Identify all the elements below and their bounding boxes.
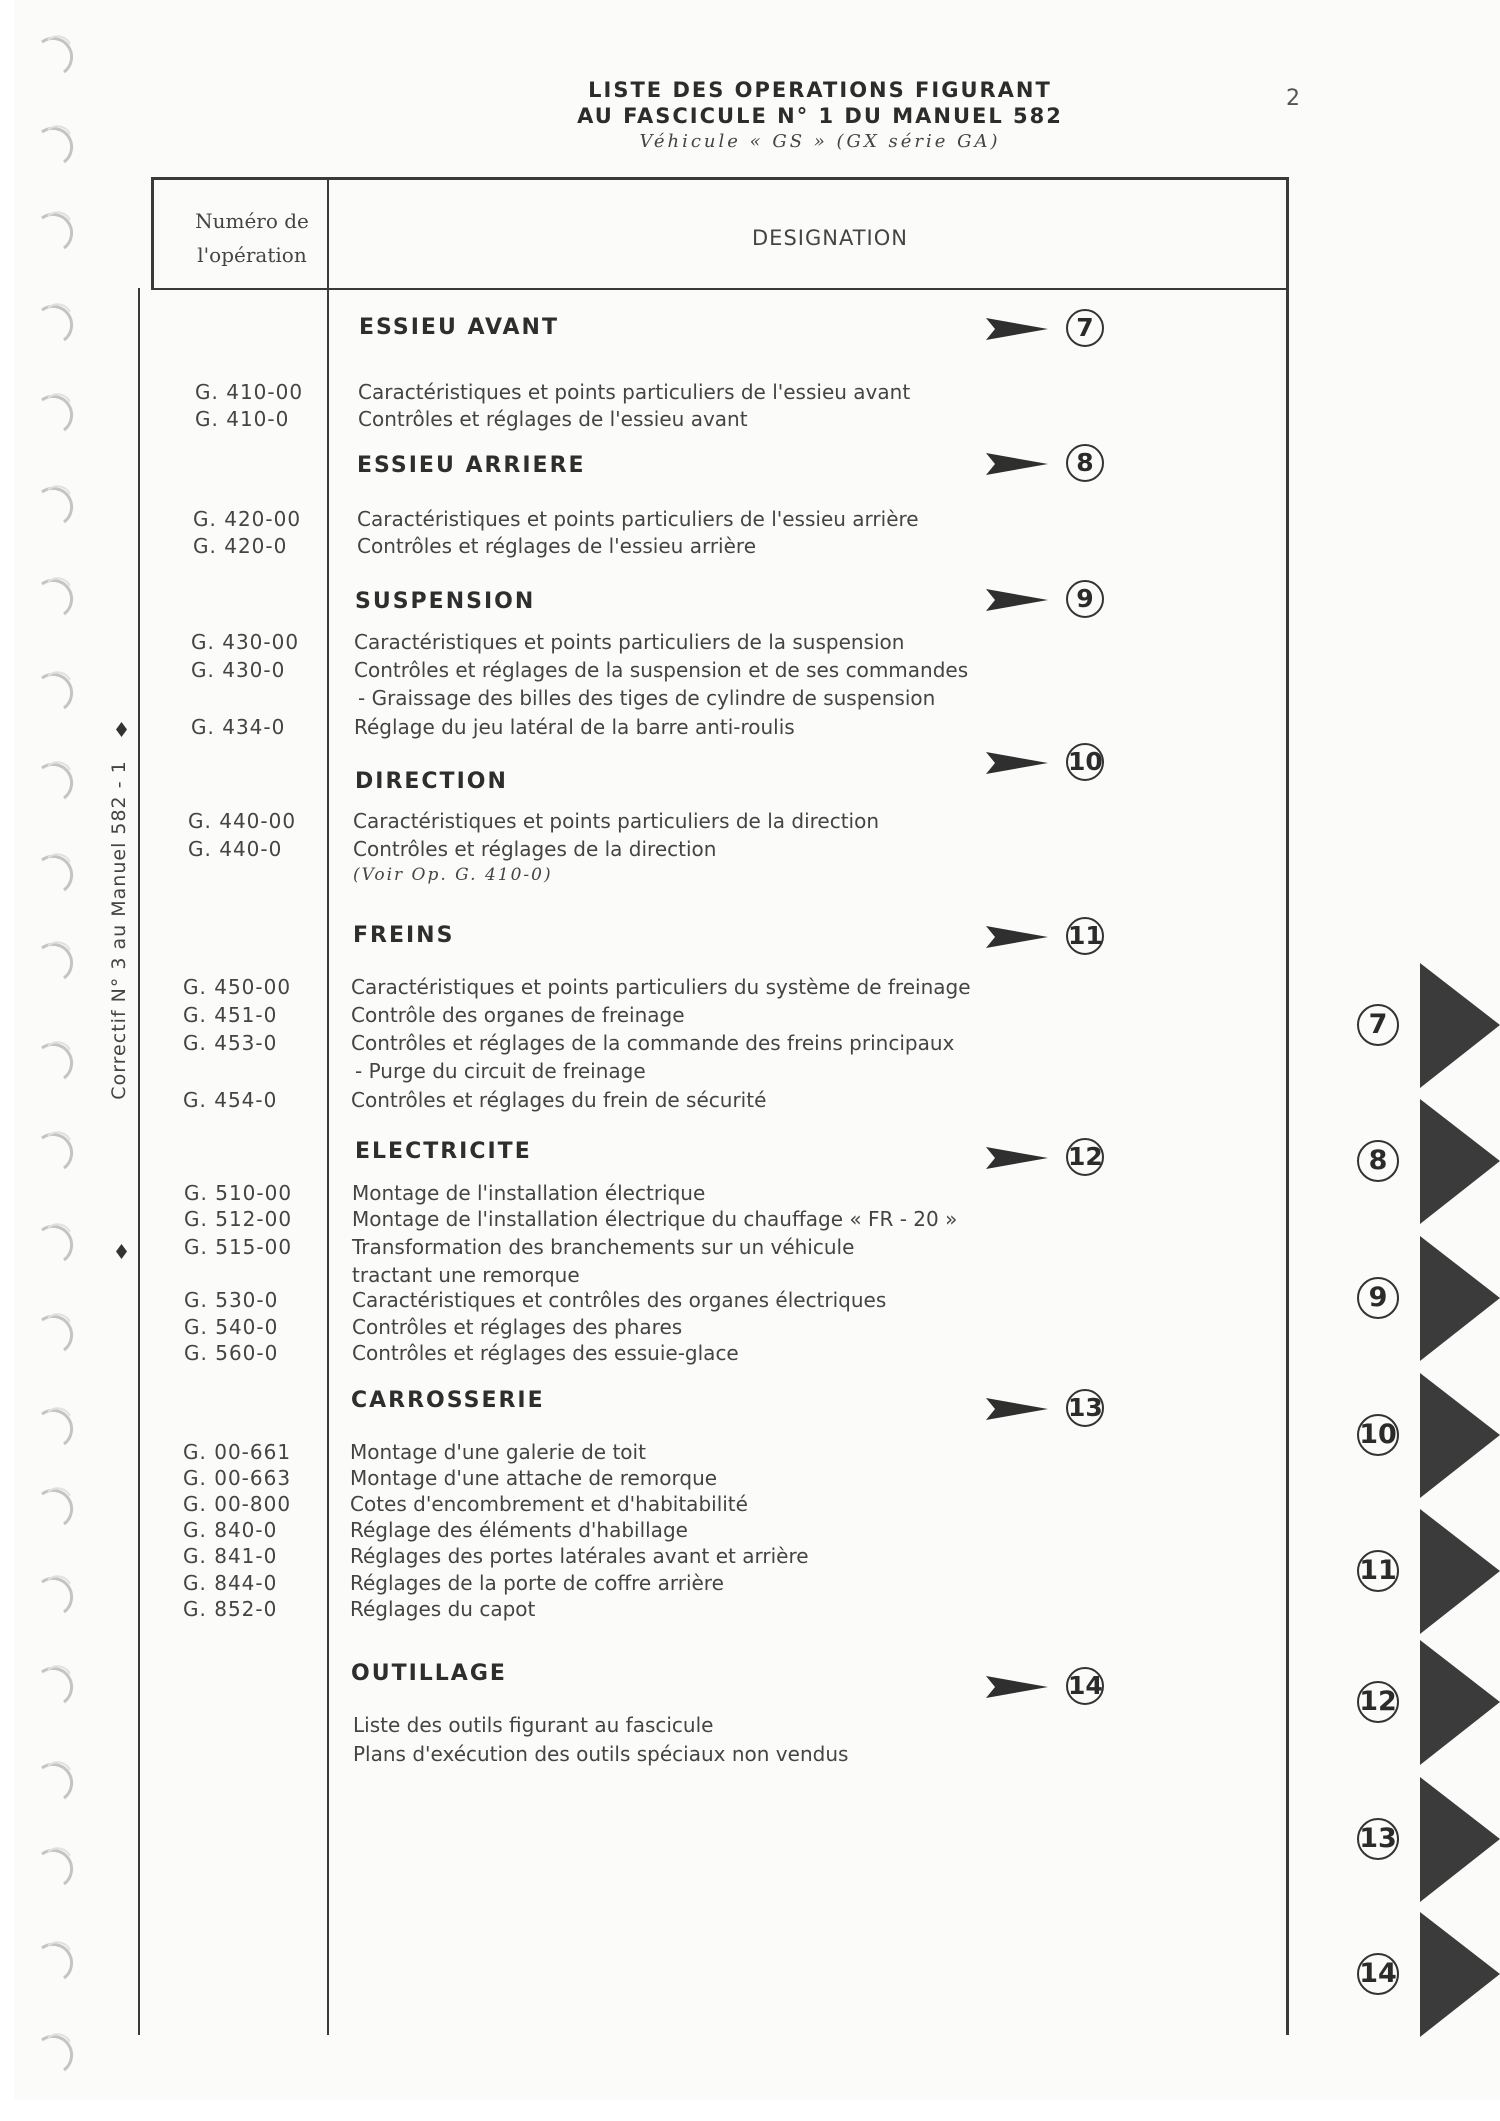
- operation-number: G. 451-0: [183, 1003, 278, 1027]
- pointer-arrow-icon: [986, 1676, 1048, 1698]
- operation-number: G. 453-0: [183, 1031, 278, 1055]
- pointer-arrow-icon: [986, 926, 1048, 948]
- binder-hole: [34, 1840, 82, 1888]
- binder-hole: [34, 2026, 82, 2074]
- operation-number: G. 540-0: [184, 1315, 279, 1339]
- operation-description: Contrôles et réglages des essuie-glace: [352, 1341, 739, 1365]
- pointer-arrow-icon: [986, 453, 1048, 475]
- operation-description: Montage d'une attache de remorque: [350, 1466, 718, 1490]
- chapter-number-badge: 12: [1066, 1138, 1104, 1176]
- operation-number: G. 430-0: [191, 658, 286, 682]
- operation-description: Montage de l'installation électrique: [352, 1181, 706, 1205]
- operation-note: (Voir Op. G. 410-0): [353, 865, 553, 885]
- operation-number: G. 450-00: [183, 975, 292, 999]
- operation-description: Contrôles et réglages de l'essieu arrière: [357, 534, 757, 558]
- column-header-line: l'opération: [197, 243, 307, 267]
- operation-number: G. 420-0: [193, 534, 288, 558]
- operation-description: Cotes d'encombrement et d'habitabilité: [350, 1492, 748, 1516]
- operation-description: Réglages du capot: [350, 1597, 536, 1621]
- page-bottom-margin: [0, 2100, 1500, 2121]
- table-left-rule: [138, 288, 140, 2035]
- section-title: SUSPENSION: [355, 589, 536, 614]
- chapter-number-badge: 7: [1066, 309, 1104, 347]
- chapter-number-badge: 9: [1066, 580, 1104, 618]
- column-header-designation: DESIGNATION: [752, 226, 908, 250]
- operation-description: Caractéristiques et points particuliers de l'essieu arrière: [357, 507, 919, 531]
- binder-hole: [34, 846, 82, 894]
- operation-description: Montage d'une galerie de toit: [350, 1440, 646, 1464]
- section-title: CARROSSERIE: [351, 1388, 545, 1413]
- operation-number: G. 410-0: [195, 407, 290, 431]
- operation-number: G. 440-00: [188, 809, 297, 833]
- chapter-tab-number[interactable]: 14: [1357, 1953, 1399, 1995]
- section-title: ELECTRICITE: [355, 1139, 532, 1164]
- operation-description: Contrôle des organes de freinage: [351, 1003, 685, 1027]
- page-number: 2: [1286, 86, 1300, 111]
- binder-hole: [34, 1216, 82, 1264]
- column-header-line: Numéro de: [195, 209, 309, 233]
- operation-number: G. 434-0: [191, 715, 286, 739]
- column-header-operation-number: [152, 204, 352, 272]
- operation-number: G. 852-0: [183, 1597, 278, 1621]
- operation-description: Caractéristiques et points particuliers de l'essieu avant: [358, 380, 911, 404]
- operation-number: G. 515-00: [184, 1235, 293, 1259]
- chapter-tab-number[interactable]: 11: [1357, 1550, 1399, 1592]
- chapter-tab-triangle[interactable]: [1420, 1777, 1500, 1902]
- section-title: FREINS: [353, 923, 455, 948]
- pointer-arrow-icon: [986, 752, 1048, 774]
- operation-number: G. 530-0: [184, 1288, 279, 1312]
- chapter-tab-number[interactable]: 9: [1357, 1277, 1399, 1319]
- operation-description: Contrôles et réglages de la commande des freins principaux: [351, 1031, 955, 1055]
- operation-description: Réglages des portes latérales avant et arrière: [350, 1544, 809, 1568]
- table-column-separator: [327, 177, 329, 2035]
- pointer-arrow-icon: [986, 1147, 1048, 1169]
- table-header-separator: [151, 288, 1289, 290]
- chapter-number-badge: 13: [1066, 1389, 1104, 1427]
- operation-number: G. 454-0: [183, 1088, 278, 1112]
- binder-hole: [34, 1306, 82, 1354]
- section-title: ESSIEU ARRIERE: [357, 453, 586, 478]
- operation-number: G. 420-00: [193, 507, 302, 531]
- operation-number: G. 844-0: [183, 1571, 278, 1595]
- operation-description: Réglage des éléments d'habillage: [350, 1518, 688, 1542]
- chapter-tab-number[interactable]: 13: [1357, 1818, 1399, 1860]
- binder-hole: [34, 1400, 82, 1448]
- binder-hole: [34, 754, 82, 802]
- operation-number: G. 512-00: [184, 1207, 293, 1231]
- chapter-number-badge: 8: [1066, 444, 1104, 482]
- operation-number: G. 410-00: [195, 380, 304, 404]
- operation-number: G. 00-663: [183, 1466, 292, 1490]
- chapter-tab-triangle[interactable]: [1420, 1509, 1500, 1634]
- binder-hole: [34, 1658, 82, 1706]
- table-top-border: [151, 177, 1289, 180]
- chapter-number-badge: 11: [1066, 917, 1104, 955]
- operation-number: G. 00-800: [183, 1492, 292, 1516]
- operation-description: Caractéristiques et points particuliers de la suspension: [354, 630, 905, 654]
- binder-hole: [34, 1934, 82, 1982]
- operation-number: G. 841-0: [183, 1544, 278, 1568]
- section-title: ESSIEU AVANT: [359, 315, 559, 340]
- operation-description: Transformation des branchements sur un véhicule: [352, 1235, 855, 1259]
- chapter-tab-number[interactable]: 12: [1357, 1681, 1399, 1723]
- operation-description: Caractéristiques et points particuliers de la direction: [353, 809, 880, 833]
- chapter-tab-number[interactable]: 7: [1357, 1004, 1399, 1046]
- binder-hole: [34, 204, 82, 252]
- chapter-tab-triangle[interactable]: [1420, 1373, 1500, 1498]
- operation-description: Caractéristiques et points particuliers du système de freinage: [351, 975, 971, 999]
- operation-number: G. 840-0: [183, 1518, 278, 1542]
- chapter-tab-triangle[interactable]: [1420, 1640, 1500, 1765]
- binder-hole: [34, 1034, 82, 1082]
- operation-description: - Graissage des billes des tiges de cylindre de suspension: [358, 686, 936, 710]
- binder-hole: [34, 386, 82, 434]
- section-title: OUTILLAGE: [351, 1661, 507, 1686]
- operation-description: Réglage du jeu latéral de la barre anti-roulis: [354, 715, 795, 739]
- operation-number: G. 560-0: [184, 1341, 279, 1365]
- operation-description: Montage de l'installation électrique du chauffage « FR - 20 »: [352, 1207, 958, 1231]
- operation-description: Contrôles et réglages de l'essieu avant: [358, 407, 748, 431]
- binder-hole: [34, 664, 82, 712]
- operation-description: Contrôles et réglages des phares: [352, 1315, 683, 1339]
- binder-hole: [34, 1124, 82, 1172]
- chapter-tab-triangle[interactable]: [1420, 1236, 1500, 1361]
- side-note: Correctif N° 3 au Manuel 582 - 1: [108, 760, 130, 1100]
- section-title: DIRECTION: [355, 769, 508, 794]
- binder-hole: [34, 478, 82, 526]
- operation-number: G. 440-0: [188, 837, 283, 861]
- binder-hole: [34, 118, 82, 166]
- operation-number: G. 430-00: [191, 630, 300, 654]
- document-title-line-2: AU FASCICULE N° 1 DU MANUEL 582: [577, 104, 1063, 128]
- binder-hole: [34, 1480, 82, 1528]
- pointer-arrow-icon: [986, 318, 1048, 340]
- operation-description: Réglages de la porte de coffre arrière: [350, 1571, 724, 1595]
- chapter-number-badge: 14: [1066, 1667, 1104, 1705]
- binder-hole: [34, 934, 82, 982]
- chapter-tab-triangle[interactable]: [1420, 1912, 1500, 2037]
- binder-hole: [34, 296, 82, 344]
- operation-description: - Purge du circuit de freinage: [355, 1059, 646, 1083]
- chapter-number-badge: 10: [1066, 743, 1104, 781]
- chapter-tab-triangle[interactable]: [1420, 963, 1500, 1088]
- binder-hole: [34, 570, 82, 618]
- chapter-tab-number[interactable]: 10: [1357, 1414, 1399, 1456]
- operation-number: G. 510-00: [184, 1181, 293, 1205]
- chapter-tab-number[interactable]: 8: [1357, 1140, 1399, 1182]
- pointer-arrow-icon: [986, 1398, 1048, 1420]
- operation-description: Caractéristiques et contrôles des organes électriques: [352, 1288, 887, 1312]
- table-right-border: [1286, 177, 1289, 2035]
- operation-description: Contrôles et réglages de la direction: [353, 837, 717, 861]
- binder-hole: [34, 1754, 82, 1802]
- operation-description: Plans d'exécution des outils spéciaux non vendus: [353, 1742, 849, 1766]
- operation-description: Contrôles et réglages de la suspension et de ses commandes: [354, 658, 969, 682]
- operation-description: tractant une remorque: [352, 1263, 580, 1287]
- chapter-tab-triangle[interactable]: [1420, 1099, 1500, 1224]
- operation-description: Liste des outils figurant au fascicule: [353, 1713, 714, 1737]
- document-subtitle: Véhicule « GS » (GX série GA): [639, 131, 1001, 152]
- operation-number: G. 00-661: [183, 1440, 292, 1464]
- document-title-line-1: LISTE DES OPERATIONS FIGURANT: [588, 78, 1052, 102]
- pointer-arrow-icon: [986, 589, 1048, 611]
- binder-hole: [34, 1568, 82, 1616]
- operation-description: Contrôles et réglages du frein de sécurité: [351, 1088, 767, 1112]
- binder-hole: [34, 28, 82, 76]
